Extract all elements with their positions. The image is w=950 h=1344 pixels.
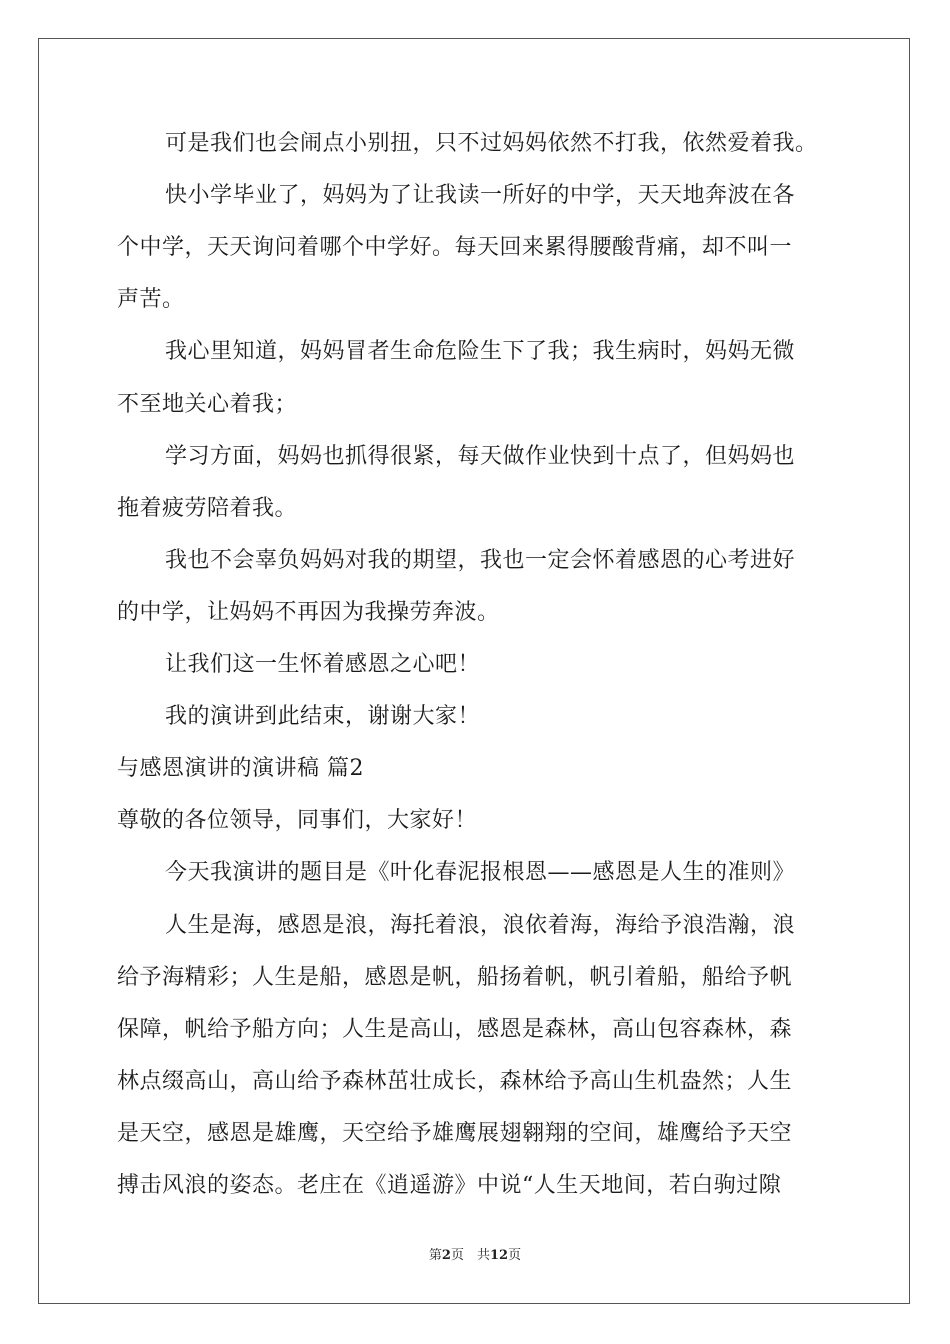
text-line: 尊敬的各位领导，同事们，大家好！: [117, 808, 478, 834]
text-line: 与感恩演讲的演讲稿 篇2: [117, 756, 364, 782]
text-line: 拖着疲劳陪着我。: [117, 495, 298, 521]
text-line: 学习方面，妈妈也抓得很紧，每天做作业快到十点了，但妈妈也: [165, 443, 796, 469]
text-line: 快小学毕业了，妈妈为了让我读一所好的中学，天天地奔波在各: [165, 183, 796, 209]
footer-prefix: 第: [428, 1248, 442, 1263]
text-line: 我也不会辜负妈妈对我的期望，我也一定会怀着感恩的心考进好: [165, 547, 796, 573]
text-line: 我的演讲到此结束，谢谢大家！: [165, 704, 481, 730]
text-line: 林点缀高山，高山给予森林茁壮成长，森林给予高山生机盎然；人生: [117, 1068, 793, 1094]
text-line: 不至地关心着我；: [117, 391, 298, 417]
footer-suffix: 页: [508, 1248, 522, 1263]
footer-mid: 页 共: [450, 1248, 490, 1263]
text-line: 给予海精彩；人生是船，感恩是帆，船扬着帆，帆引着船，船给予帆: [117, 964, 793, 990]
text-line: 今天我演讲的题目是《叶化春泥报根恩——感恩是人生的准则》: [165, 860, 796, 886]
current-page-number: 2: [441, 1248, 451, 1263]
text-line: 是天空，感恩是雄鹰，天空给予雄鹰展翅翱翔的空间，雄鹰给予天空: [117, 1120, 793, 1146]
text-line: 个中学，天天询问着哪个中学好。每天回来累得腰酸背痛，却不叫一: [117, 235, 793, 261]
text-line: 让我们这一生怀着感恩之心吧！: [165, 652, 481, 677]
text-line: 搏击风浪的姿态。老庄在《逍遥游》中说“人生天地间，若白驹过隙: [117, 1173, 782, 1198]
text-line: 的中学，让妈妈不再因为我操劳奔波。: [117, 599, 500, 625]
text-line: 声苦。: [117, 287, 185, 313]
text-line: 可是我们也会闹点小别扭，只不过妈妈依然不打我，依然爱着我。: [165, 131, 818, 156]
text-line: 我心里知道，妈妈冒者生命危险生下了我；我生病时，妈妈无微: [165, 339, 796, 365]
text-line: 保障，帆给予船方向；人生是高山，感恩是森林，高山包容森林，森: [117, 1016, 793, 1042]
text-line: 人生是海，感恩是浪，海托着浪，浪依着海，海给予浪浩瀚，浪: [165, 912, 796, 938]
total-pages-number: 12: [489, 1248, 509, 1263]
page-footer: [0, 1244, 950, 1263]
